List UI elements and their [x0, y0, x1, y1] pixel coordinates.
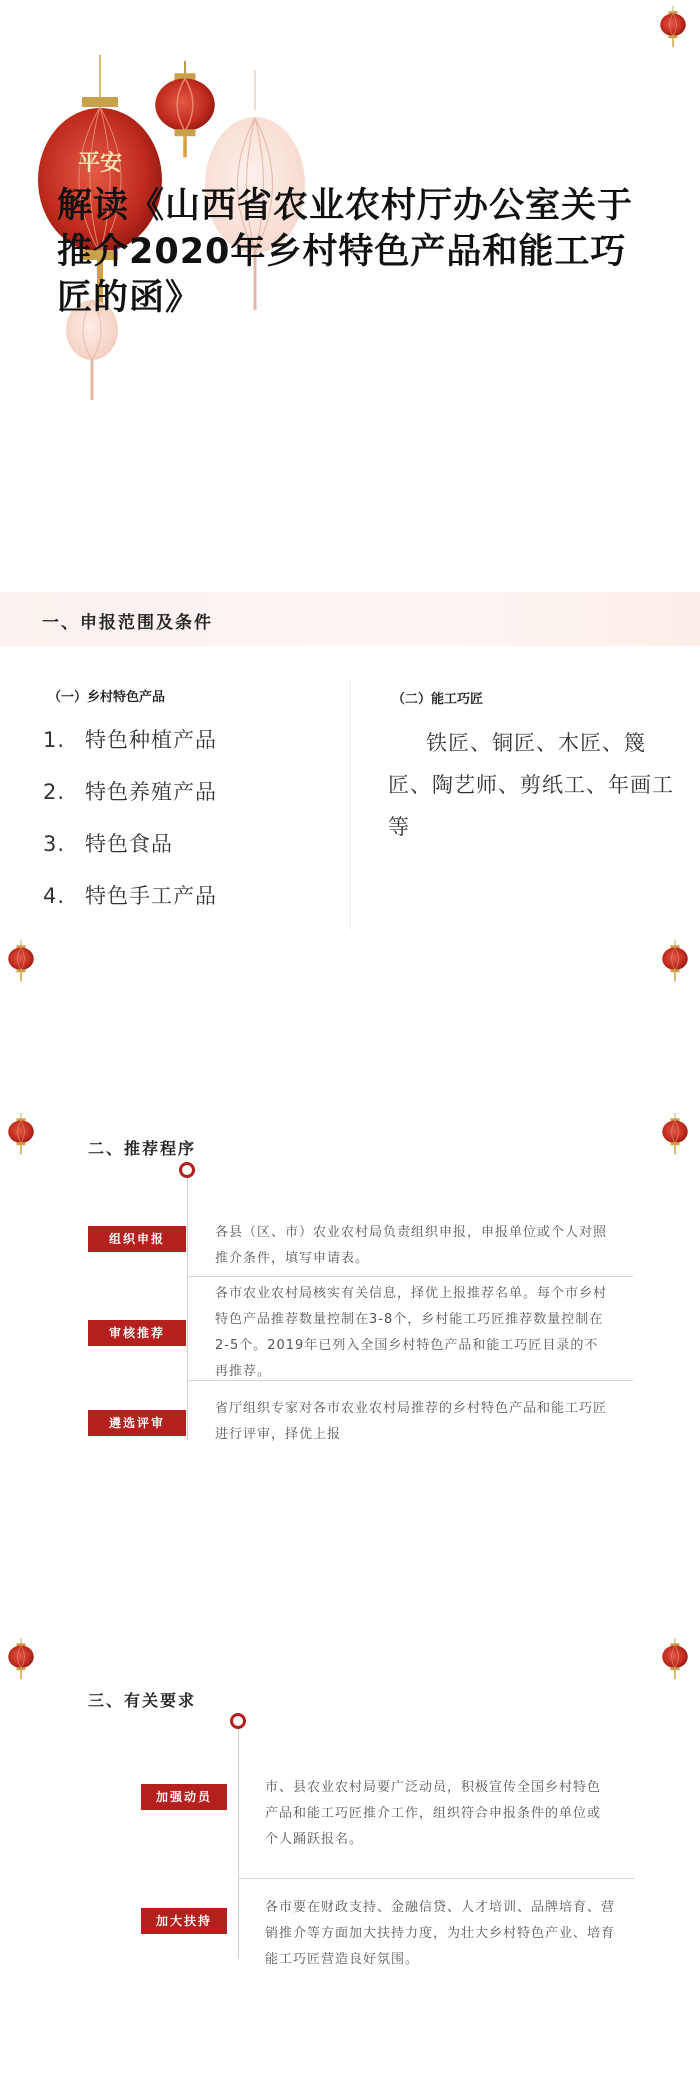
corner-lantern-icon	[6, 1638, 36, 1680]
product-item	[43, 828, 173, 858]
product-item	[43, 880, 217, 910]
page-title: 解读《山西省农业农村厅办公室关于推介2020年乡村特色产品和能工巧匠的函》	[57, 186, 634, 318]
timeline-dot	[179, 1162, 195, 1178]
corner-lantern-icon	[6, 1113, 36, 1155]
product-num: 1.	[43, 728, 66, 752]
corner-lantern-icon	[660, 1638, 690, 1680]
product-num: 2.	[43, 780, 66, 804]
section3-heading: 三、有关要求	[88, 1691, 197, 1710]
step-desc: 各市农业农村局核实有关信息，择优上报推荐名单。每个市乡村特色产品推荐数量控制在3-8个，乡村能工巧匠推荐数量控制在2-5个。2019年已列入全国乡村特色产品和能工巧匠目录的不再推荐。	[215, 1286, 608, 1379]
requirement-desc: 市、县农业农村局要广泛动员，积极宣传全国乡村特色产品和能工巧匠推介工作，组织符合申报条件的单位或个人踊跃报名。	[265, 1780, 602, 1847]
step-divider	[187, 1276, 633, 1277]
step-divider	[187, 1380, 633, 1381]
requirement-desc: 各市要在财政支持、金融信贷、人才培训、品牌培育、营销推介等方面加大扶持力度，为壮大乡村特色产业、培育能工巧匠营造良好氛围。	[265, 1900, 616, 1967]
requirement-tag: 加大扶持	[141, 1908, 227, 1934]
requirement-tag: 加强动员	[141, 1784, 227, 1810]
corner-lantern-icon	[658, 6, 688, 48]
product-label: 特色种植产品	[85, 728, 217, 752]
step-tag: 审核推荐	[88, 1320, 186, 1346]
product-item	[43, 776, 217, 806]
lantern-glyph: 平安	[77, 150, 122, 176]
step-tag: 遴选评审	[88, 1410, 186, 1436]
timeline-line	[238, 1729, 239, 1959]
product-label: 特色手工产品	[85, 884, 217, 908]
product-num: 3.	[43, 832, 66, 856]
product-label: 特色食品	[85, 832, 173, 856]
step-desc: 省厅组织专家对各市农业农村局推荐的乡村特色产品和能工巧匠进行评审，择优上报	[215, 1401, 608, 1442]
product-label: 特色养殖产品	[85, 780, 217, 804]
section1-heading: 一、申报范围及条件	[42, 613, 213, 633]
product-num: 4.	[43, 884, 66, 908]
timeline-line	[187, 1178, 188, 1440]
requirement-divider	[238, 1878, 634, 1879]
timeline-dot	[230, 1713, 246, 1729]
column-divider	[350, 680, 351, 930]
section2-heading: 二、推荐程序	[88, 1139, 197, 1158]
products-heading: （一）乡村特色产品	[48, 690, 166, 705]
craftsmen-text: 铁匠、铜匠、木匠、篾匠、陶艺师、剪纸工、年画工等	[388, 731, 674, 839]
corner-lantern-icon	[6, 940, 36, 982]
corner-lantern-icon	[660, 1113, 690, 1155]
step-tag: 组织申报	[88, 1226, 186, 1252]
step-desc: 各县（区、市）农业农村局负责组织申报，申报单位或个人对照推介条件，填写申请表。	[215, 1225, 608, 1266]
craftsmen-heading: （二）能工巧匠	[392, 692, 484, 707]
product-item	[43, 724, 217, 754]
corner-lantern-icon	[660, 940, 690, 982]
